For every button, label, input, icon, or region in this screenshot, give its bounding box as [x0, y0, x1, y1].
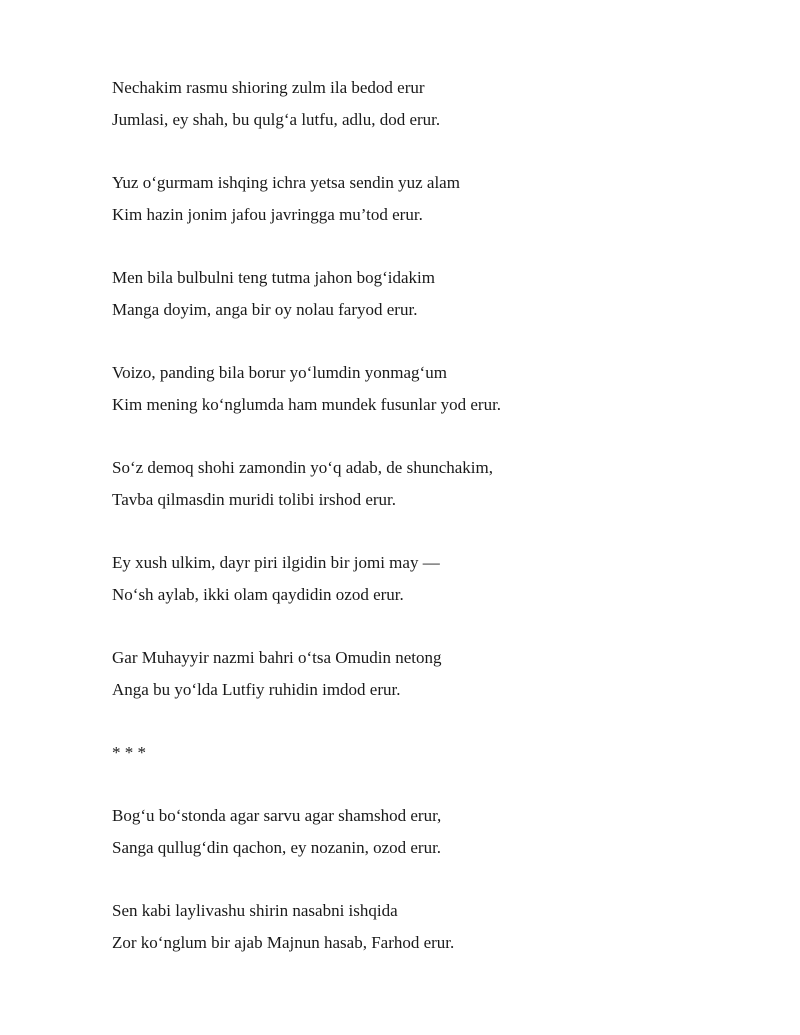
stanza-8 — [112, 800, 732, 864]
section-separator: * * * — [112, 743, 146, 762]
verse-line: Sen kabi laylivashu shirin nasabni ishqida — [112, 901, 398, 920]
document-page — [112, 72, 732, 990]
verse-line: Nechakim rasmu shioring zulm ila bedod erur — [112, 78, 425, 97]
verse-line: So‘z demoq shohi zamondin yo‘q adab, de shunchakim, — [112, 458, 494, 477]
stanza-3 — [112, 262, 732, 326]
verse-line: Ey xush ulkim, dayr piri ilgidin bir jomi may — — [112, 553, 440, 572]
verse-line: Tavba qilmasdin muridi tolibi irshod erur. — [112, 490, 396, 509]
verse-line: Kim hazin jonim jafou javringga mu’tod erur. — [112, 205, 423, 224]
verse-line: Zor ko‘nglum bir ajab Majnun hasab, Farhod erur. — [112, 933, 455, 952]
stanza-7 — [112, 642, 732, 706]
verse-line: Yuz o‘gurmam ishqing ichra yetsa sendin yuz alam — [112, 173, 460, 192]
verse-line: Sanga qullug‘din qachon, ey nozanin, ozod erur. — [112, 838, 442, 857]
verse-line: Men bila bulbulni teng tutma jahon bog‘idakim — [112, 268, 435, 287]
verse-line: Anga bu yo‘lda Lutfiy ruhidin imdod erur. — [112, 680, 401, 699]
stanza-1 — [112, 72, 732, 136]
verse-line: Jumlasi, ey shah, bu qulg‘a lutfu, adlu, dod erur. — [112, 110, 441, 129]
verse-line: Voizo, panding bila borur yo‘lumdin yonmag‘um — [112, 363, 447, 382]
stanza-4 — [112, 357, 732, 421]
verse-line: Bog‘u bo‘stonda agar sarvu agar shamshod erur, — [112, 806, 442, 825]
stanza-5 — [112, 452, 732, 516]
stanza-9 — [112, 895, 732, 959]
stanza-6 — [112, 547, 732, 611]
stanza-2 — [112, 167, 732, 231]
verse-line: Kim mening ko‘nglumda ham mundek fusunlar yod erur. — [112, 395, 502, 414]
verse-line: Manga doyim, anga bir oy nolau faryod erur. — [112, 300, 418, 319]
verse-line: Gar Muhayyir nazmi bahri o‘tsa Omudin netong — [112, 648, 442, 667]
verse-line: No‘sh aylab, ikki olam qaydidin ozod erur. — [112, 585, 404, 604]
